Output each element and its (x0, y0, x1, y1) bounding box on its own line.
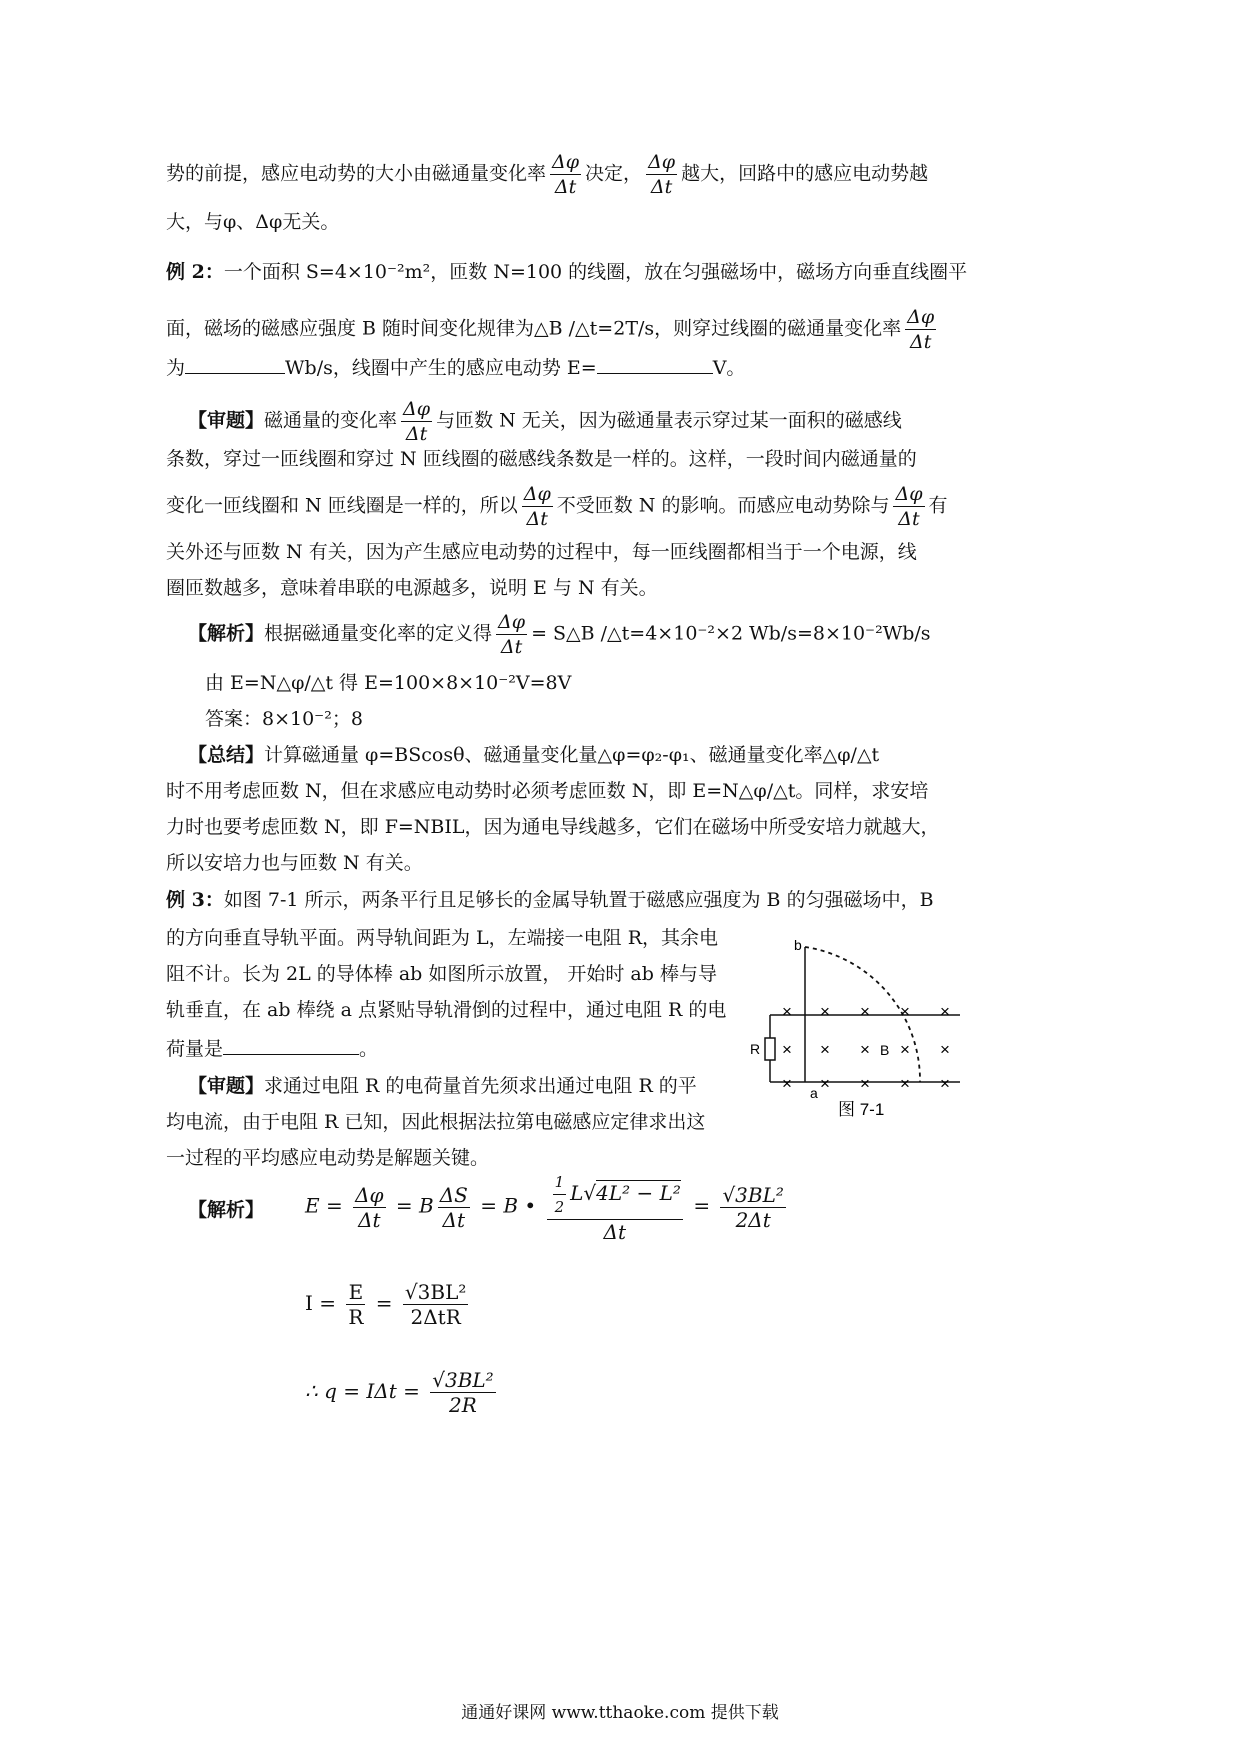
example2-line1 (166, 260, 967, 284)
review1-line3 (166, 482, 948, 531)
fraction-dphi-dt (646, 150, 677, 199)
field-cross-mark: × (940, 1002, 950, 1021)
text: 有 (928, 494, 948, 517)
example3-line5 (166, 1034, 378, 1061)
field-cross-mark: × (900, 1002, 910, 1021)
fraction-area-dt (547, 1170, 683, 1244)
symbol: I = (305, 1291, 337, 1315)
fraction-result-q (430, 1368, 495, 1417)
analysis1-answer: 答案：8×10⁻²；8 (205, 708, 363, 730)
text: 计算磁通量 φ=BScosθ、磁通量变化量△φ=φ₂-φ₁、磁通量变化率△φ/△t (264, 744, 880, 766)
fraction-dS-dt (438, 1183, 470, 1232)
summary-line3: 力时也要考虑匝数 N，即 F=NBIL，因为通电导线越多，它们在磁场中所受安培力就越大， (166, 816, 940, 838)
example3-line3: 阻不计。长为 2L 的导体棒 ab 如图所示放置， 开始时 ab 棒与导 (166, 963, 717, 985)
example3-line2: 的方向垂直导轨平面。两导轨间距为 L，左端接一电阻 R，其余电 (166, 927, 719, 949)
field-cross-mark: × (782, 1074, 792, 1093)
symbol: ∴ q = IΔt = (305, 1379, 420, 1403)
radicand: 4L² − L² (596, 1181, 681, 1205)
text: Wb/s，线圈中产生的感应电动势 E= (285, 357, 597, 379)
section-label: 【解析】 (188, 622, 265, 645)
section-label: 【审题】 (188, 409, 265, 432)
text: 与匝数 N 无关，因为磁通量表示穿过某一面积的磁感线 (436, 409, 902, 432)
review2-line3: 一过程的平均感应电动势是解题关键。 (166, 1147, 490, 1169)
text: = S△B /△t=4×10⁻²×2 Wb/s=8×10⁻²Wb/s (531, 622, 931, 645)
denominator: R (348, 1305, 364, 1329)
label-R: R (750, 1041, 761, 1057)
denominator: Δt (650, 176, 673, 198)
text: 求通过电阻 R 的电荷量首先须求出通过电阻 R 的平 (264, 1075, 697, 1097)
field-cross-mark: × (860, 1002, 870, 1021)
example2-line3 (166, 353, 745, 380)
summary-line2: 时不用考虑匝数 N，但在求感应电动势时必须考虑匝数 N，即 E=N△φ/△t。同样，求安培 (166, 780, 929, 802)
text: 磁通量的变化率 (264, 409, 398, 432)
fraction-dphi-dt (905, 305, 936, 354)
review1-line1 (188, 397, 902, 446)
text: 不受匝数 N 的影响。而感应电动势除与 (556, 494, 890, 517)
field-cross-mark: × (940, 1074, 950, 1093)
section-label: 【审题】 (188, 1075, 265, 1097)
denominator: Δt (405, 423, 428, 445)
denominator: Δt (898, 508, 920, 530)
denominator: 2R (449, 1393, 477, 1417)
review1-line4: 关外还与匝数 N 有关，因为产生感应电动势的过程中，每一匝线圈都相当于一个电源，线 (166, 541, 917, 563)
fraction-dphi-dt (893, 482, 924, 531)
text: 荷量是 (166, 1038, 224, 1060)
text: 一个面积 S=4×10⁻²m²，匝数 N=100 的线圈，放在匀强磁场中，磁场方向垂直线圈平 (223, 261, 968, 283)
analysis1-line1 (188, 610, 931, 659)
symbol: = (395, 1193, 413, 1218)
field-cross-mark: × (940, 1040, 950, 1059)
numerator: Δφ (648, 151, 676, 173)
denominator: Δt (909, 331, 932, 353)
text: V。 (712, 357, 746, 379)
analysis2-label (188, 1198, 264, 1222)
answer-blank-3[interactable] (223, 1034, 359, 1055)
symbol: = (693, 1193, 711, 1218)
field-cross-mark: × (900, 1040, 910, 1059)
section-label: 【总结】 (188, 744, 265, 766)
review1-line5: 圈匝数越多，意味着串联的电源越多，说明 E 与 N 有关。 (166, 577, 658, 599)
numerator: E (346, 1280, 365, 1305)
field-cross-mark: × (782, 1002, 792, 1021)
field-cross-mark: × (860, 1040, 870, 1059)
resistor (765, 1038, 775, 1060)
fraction-one-half (553, 1170, 567, 1219)
label-a: a (810, 1085, 818, 1101)
text: 为 (166, 357, 186, 379)
field-cross-mark: × (860, 1074, 870, 1093)
denominator: Δt (500, 636, 523, 658)
equation-charge (305, 1368, 500, 1417)
denominator: Δt (358, 1207, 381, 1232)
denominator: Δt (603, 1220, 626, 1244)
fraction-dphi-dt (550, 150, 581, 199)
example3-line1 (166, 888, 934, 912)
page-footer: 通通好课网 www.tthaoke.com 提供下载 (461, 1703, 779, 1723)
field-cross-mark: × (782, 1040, 792, 1059)
fraction-dphi-dt (496, 610, 527, 659)
denominator: Δt (526, 508, 548, 530)
numerator: √3BL² (432, 1368, 494, 1392)
numerator: Δφ (403, 398, 431, 420)
denominator: Δt (554, 176, 577, 198)
section-label: 【解析】 (188, 1199, 265, 1221)
numerator: Δφ (523, 483, 551, 505)
example-label: 例 3： (166, 889, 224, 911)
text: 决定， (585, 162, 643, 185)
fraction-E-R (346, 1280, 365, 1329)
denominator: Δt (442, 1207, 466, 1232)
answer-blank-1[interactable] (185, 353, 285, 374)
fraction-dphi-dt (401, 397, 432, 446)
fraction-result-E (720, 1183, 785, 1232)
numerator: Δφ (355, 1182, 384, 1207)
field-cross-mark: × (900, 1074, 910, 1093)
text: 如图 7-1 所示，两条平行且足够长的金属导轨置于磁感应强度为 B 的匀强磁场中，B (223, 889, 934, 911)
field-cross-mark: × (820, 1040, 830, 1059)
review2-line1 (188, 1074, 697, 1098)
fraction-dphi-dt (522, 482, 553, 531)
text: 越大，回路中的感应电动势越 (681, 162, 929, 185)
fraction-result-I (403, 1280, 468, 1329)
figure-7-1 (750, 935, 970, 1130)
label-B: B (880, 1042, 890, 1058)
denominator: 2 (554, 1198, 565, 1216)
text: 根据磁通量变化率的定义得 (264, 622, 493, 645)
review1-line2: 条数，穿过一匝线圈和穿过 N 匝线圈的磁感线条数是一样的。这样，一段时间内磁通量的 (166, 448, 917, 470)
numerator: Δφ (498, 611, 526, 633)
figure-caption: 图 7-1 (838, 1100, 885, 1119)
symbol: B • (503, 1193, 537, 1218)
denominator: 2ΔtR (410, 1305, 461, 1329)
numerator: 1 (553, 1170, 567, 1195)
text: 势的前提，感应电动势的大小由磁通量变化率 (166, 162, 547, 185)
example-label: 例 2： (166, 261, 224, 283)
text: 变化一匝线圈和 N 匝线圈是一样的，所以 (166, 494, 518, 517)
summary-line1 (188, 743, 879, 767)
analysis1-line2: 由 E=N△φ/△t 得 E=100×8×10⁻²V=8V (205, 672, 572, 694)
numerator: ΔS (439, 1182, 468, 1207)
field-cross-mark: × (820, 1074, 830, 1093)
para1-line2: 大，与φ、Δφ无关。 (166, 211, 340, 233)
symbol: = (480, 1193, 497, 1218)
numerator: √3BL² (722, 1182, 784, 1207)
symbol: E = (305, 1193, 343, 1218)
text: 。 (359, 1038, 379, 1060)
numerator: Δφ (552, 151, 580, 173)
example3-line4: 轨垂直，在 ab 棒绕 a 点紧贴导轨滑倒的过程中，通过电阻 R 的电 (166, 999, 727, 1021)
numerator: Δφ (895, 483, 923, 505)
field-cross-mark: × (820, 1002, 830, 1021)
symbol: = (375, 1291, 393, 1315)
numerator: √3BL² (404, 1280, 467, 1304)
text: 面，磁场的磁感应强度 B 随时间变化规律为△B /△t=2T/s，则穿过线圈的磁通量变化率 (166, 317, 902, 340)
para1-line1 (166, 150, 928, 199)
equation-emf (305, 1170, 790, 1244)
symbol: B (419, 1193, 434, 1218)
example2-line2 (166, 305, 940, 354)
summary-line4: 所以安培力也与匝数 N 有关。 (166, 852, 423, 874)
symbol: L (570, 1181, 584, 1205)
equation-current (305, 1280, 472, 1329)
review2-line2: 均电流，由于电阻 R 已知，因此根据法拉第电磁感应定律求出这 (166, 1111, 706, 1133)
denominator: 2Δt (735, 1207, 771, 1232)
label-b: b (794, 937, 802, 953)
answer-blank-2[interactable] (597, 353, 713, 374)
numerator: Δφ (907, 306, 935, 328)
fraction-dphi-dt (353, 1183, 385, 1232)
numerator: $\frac{1}{2}$ L√4L² − L² (547, 1170, 683, 1220)
